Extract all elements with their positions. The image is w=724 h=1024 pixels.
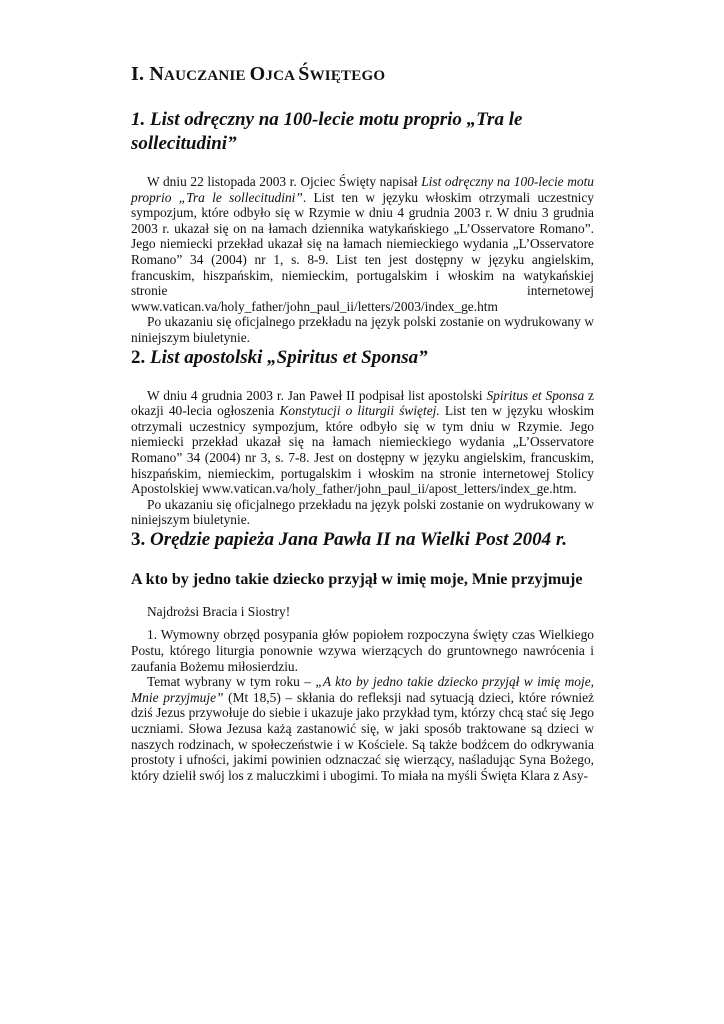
page-content — [131, 62, 594, 783]
part-title — [131, 62, 594, 88]
italic-text-run: Konstytucji o liturgii świętej. — [279, 403, 440, 419]
text-run: Po ukazaniu się oficjalnego przekładu na język polski zostanie on wydrukowany w niniejszym biuletynie. — [131, 496, 594, 528]
italic-text-run: „A kto by jedno takie dziecko przyjął w imię moje, Mnie przyjmuje” — [131, 674, 594, 705]
salutation: Najdrożsi Bracia i Siostry! — [147, 603, 291, 619]
part-title-run: WIĘTEGO — [309, 68, 386, 84]
section-3-paragraph-2 — [131, 674, 594, 783]
section-1-heading — [131, 108, 594, 156]
text-run: W dniu 22 listopada 2003 r. Ojciec Święty napisał — [147, 174, 422, 189]
text-run: z okazji 40-lecia ogłoszenia — [131, 387, 595, 419]
part-title-run: O — [249, 63, 266, 85]
section-2-heading — [131, 346, 594, 370]
section-1-paragraph-2 — [131, 314, 594, 345]
message-subheading: A kto by jedno takie dziecko przyjął w imię moje, Mnie przyjmuje — [131, 570, 583, 588]
part-title-run: AUCZANIE — [164, 68, 250, 84]
italic-text-run: List odręczny na 100-lecie motu proprio „Tra le sollecitudini” — [131, 174, 594, 205]
part-title-run: Ś — [298, 63, 310, 85]
text-run: 1. Wymowny obrzęd posypania głów popiołem rozpoczyna święty czas Wielkiego Postu, którego liturgia ponownie wzywa wierzących do gruntownego nawrócenia i zaufania Bożemu miłosierdziu. — [131, 627, 594, 674]
text-run: Po ukazaniu się oficjalnego przekładu na język polski zostanie on wydrukowany w niniejszym biuletynie. — [131, 314, 594, 345]
part-title-run: N — [149, 63, 165, 85]
text-run: Temat wybrany w tym roku – — [147, 674, 316, 690]
text-run: 3. — [131, 528, 150, 550]
text-run: (Mt 18,5) – skłania do refleksji nad sytuacją dzieci, które również dziś Jezus przywołuje do siebie i ukazuje jako przykład tym, którzy chcą stać się Jego uczniami. Słowa Jezusa każą zastanowić się, w jaki sposób traktowane są dzieci w naszych rodzinach, w społeczeństwie i w Kościele. Są także bodźcem do odkrywania prostoty i ufności, jakimi powinien odznaczać się wierzący, naśladując Syna Bożego, który dzielił swój los z maluczkimi i ubogimi. To miała na myśli Święta Klara z Asy- — [131, 689, 595, 783]
section-3-paragraph-1 — [131, 627, 594, 674]
text-run: . List ten w języku włoskim otrzymali uczestnicy sympozjum, które odbyło się w Rzymie w dniu 4 grudnia 2003 r. W dniu 3 grudnia 2003 r. ukazał się on na łamach dziennika watykańskiego „L’Osservatore Romano”. Jego niemiecki przekład ukazał się na łamach niemieckiego wydania „L’Osservatore Romano” 34 (2004) nr 1, s. 8-9. List ten jest dostępny w języku angielskim, francuskim, hiszpańskim, niemieckim, portugalskim i włoskim na watykańskiej stronie internetowej www.vatican.va/holy_father/john_paul_ii/letters/2003/index_ge.htm — [131, 189, 595, 314]
section-3-heading — [131, 528, 594, 552]
text-run: W dniu 4 grudnia 2003 r. Jan Paweł II podpisał list apostolski — [147, 387, 487, 403]
italic-text-run: Spiritus et Sponsa — [486, 387, 585, 403]
section-2-paragraph-1 — [131, 388, 594, 497]
section-2-paragraph-2 — [131, 497, 594, 528]
section-1-paragraph-1 — [131, 174, 594, 314]
part-title-text — [149, 63, 385, 85]
italic-text-run: 1. List odręczny na 100-lecie motu proprio „Tra le sollecitudini” — [131, 109, 523, 154]
part-title-run: JCA — [265, 68, 299, 84]
part-numeral: I. — [131, 63, 145, 85]
italic-text-run: Orędzie papieża Jana Pawła II na Wielki Post 2004 r. — [150, 528, 567, 550]
italic-text-run: List apostolski „Spiritus et Sponsa” — [150, 346, 428, 368]
text-run: List ten w języku włoskim otrzymali uczestnicy sympozjum, które odbyło się w tym dniu w Rzymie. Jego niemiecki przekład ukazał się na łamach niemieckiego wydania „L’Osservatore Romano” 34 (2004) nr 3, s. 7-8. Jest on dostępny w języku angielskim, francuskim, hiszpańskim, niemieckim, portugalskim i włoskim na stronie internetowej Stolicy Apostolskiej www.vatican.va/holy_father/john_paul_ii/apost_letters/index_ge.htm. — [131, 403, 594, 497]
text-run: 2. — [131, 346, 150, 368]
